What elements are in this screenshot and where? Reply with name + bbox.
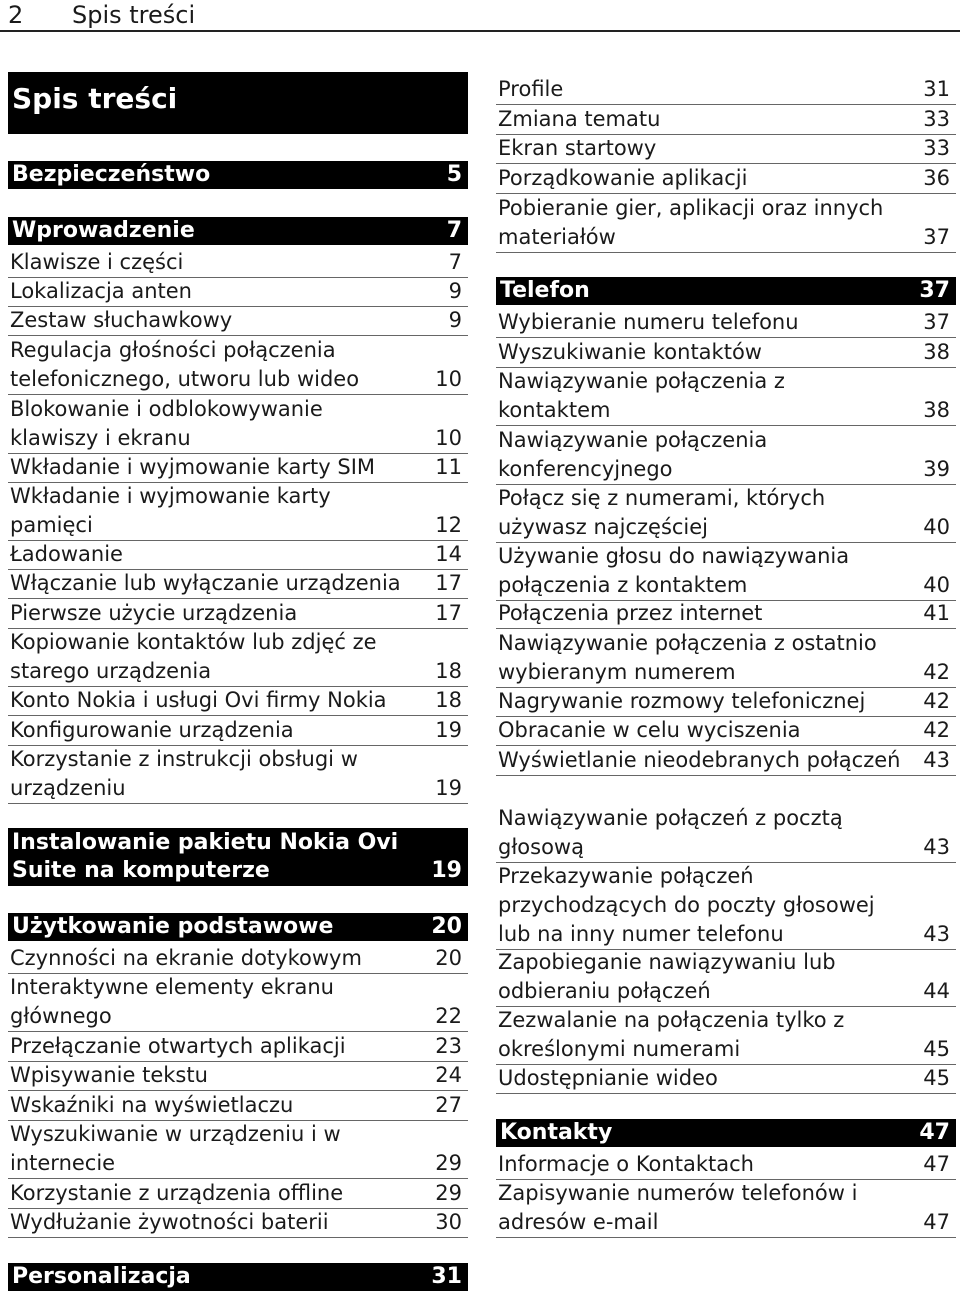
entry-page: 17 [435,571,462,595]
entry-title: Porządkowanie aplikacji [498,166,748,190]
toc-entry[interactable] [496,948,956,1007]
entry-page: 44 [923,979,950,1003]
entry-title: Czynności na ekranie dotykowym [10,946,362,970]
toc-entry[interactable] [496,194,956,253]
toc-entry[interactable] [8,1179,468,1209]
entry-title: Zmiana tematu [498,107,661,131]
entry-page: 42 [923,718,950,742]
entry-title: Ładowanie [10,542,123,566]
entry-title: Zapisywanie numerów telefonów i adresów e-mail [498,1181,858,1234]
entry-page: 18 [435,688,462,712]
toc-entry[interactable] [496,804,956,863]
entry-title: Wyświetlanie nieodebranych połączeń [498,748,901,772]
toc-entry[interactable] [496,687,956,717]
entry-title: Obracanie w celu wyciszenia [498,718,801,742]
toc-entry[interactable] [496,1064,956,1094]
entry-title: Wydłużanie żywotności baterii [10,1210,329,1234]
entry-page: 37 [923,225,950,249]
entry-page: 20 [435,946,462,970]
entry-title: Konfigurowanie urządzenia [10,718,294,742]
entry-page: 45 [923,1037,950,1061]
toc-entry[interactable] [496,1179,956,1238]
toc-entry[interactable] [496,164,956,194]
toc-entry[interactable] [8,944,468,974]
entry-page: 42 [923,660,950,684]
entry-page: 24 [435,1063,462,1087]
toc-entry[interactable] [496,599,956,629]
entry-page: 10 [435,367,462,391]
toc-entry[interactable] [496,1150,956,1180]
toc-section-bezpieczenstwo[interactable] [8,161,468,189]
toc-section-uzytkowanie[interactable] [8,913,468,941]
entry-title: Zezwalanie na połączenia tylko z określonymi numerami [498,1008,845,1061]
toc-entry[interactable] [8,745,468,804]
section-title: Personalizacja [12,1264,191,1289]
entry-page: 9 [448,308,462,332]
toc-entry[interactable] [496,629,956,688]
toc-entry[interactable] [8,973,468,1032]
section-page: 19 [431,858,462,883]
entry-page: 40 [923,515,950,539]
toc-entry[interactable] [496,367,956,426]
entry-page: 12 [435,513,462,537]
section-title: Instalowanie pakietu Nokia Ovi Suite na komputerze [12,830,399,883]
entry-title: Zestaw słuchawkowy [10,308,233,332]
toc-entry[interactable] [496,542,956,601]
entry-page: 27 [435,1093,462,1117]
entry-title: Lokalizacja anten [10,279,192,303]
entry-title: Korzystanie z instrukcji obsługi w urządzeniu [10,747,358,800]
entry-title: Włączanie lub wyłączanie urządzenia [10,571,401,595]
toc-entry[interactable] [496,134,956,164]
entry-title: Nawiązywanie połączenia z kontaktem [498,369,785,422]
entry-title: Konto Nokia i usługi Ovi firmy Nokia [10,688,387,712]
entry-title: Pobieranie gier, aplikacji oraz innych materiałów [498,196,884,249]
section-title: Bezpieczeństwo [12,162,211,187]
toc-entry[interactable] [8,277,468,307]
entry-page: 10 [435,426,462,450]
toc-entry[interactable] [496,338,956,368]
entry-page: 11 [435,455,462,479]
section-title: Telefon [500,278,590,303]
toc-entry[interactable] [8,716,468,746]
entry-page: 43 [923,922,950,946]
toc-section-wprowadzenie[interactable] [8,217,468,245]
toc-entry[interactable] [8,395,468,454]
toc-entry[interactable] [496,426,956,485]
entry-page: 17 [435,601,462,625]
entry-page: 38 [923,340,950,364]
entry-title: Wyszukiwanie kontaktów [498,340,762,364]
entry-title: Nawiązywanie połączenia konferencyjnego [498,428,768,481]
entry-title: Wskaźniki na wyświetlaczu [10,1093,294,1117]
entry-page: 18 [435,659,462,683]
entry-page: 22 [435,1004,462,1028]
toc-entry[interactable] [8,599,468,629]
entry-title: Połącz się z numerami, których używasz najczęściej [498,486,826,539]
entry-page: 43 [923,748,950,772]
toc-entry[interactable] [496,308,956,338]
entry-title: Zapobieganie nawiązywaniu lub odbieraniu połączeń [498,950,836,1003]
toc-entry[interactable] [8,248,468,278]
section-page: 5 [446,162,462,187]
toc-entry[interactable] [496,862,956,950]
toc-section-instalowanie[interactable] [8,828,468,886]
toc-entry[interactable] [496,1006,956,1065]
entry-title: Wkładanie i wyjmowanie karty SIM [10,455,376,479]
entry-page: 30 [435,1210,462,1234]
toc-entry[interactable] [8,569,468,599]
toc-entry[interactable] [8,628,468,687]
entry-title: Profile [498,77,564,101]
toc-entry[interactable] [496,105,956,135]
section-title: Kontakty [500,1120,613,1145]
entry-page: 45 [923,1066,950,1090]
entry-page: 29 [435,1151,462,1175]
toc-entry[interactable] [8,1032,468,1062]
entry-title: Nagrywanie rozmowy telefonicznej [498,689,866,713]
toc-entry[interactable] [496,75,956,105]
entry-page: 39 [923,457,950,481]
entry-title: Nawiązywanie połączeń z pocztą głosową [498,806,843,859]
toc-entry[interactable] [496,716,956,746]
toc-title: Spis treści [8,72,468,134]
section-title: Użytkowanie podstawowe [12,914,334,939]
entry-title: Informacje o Kontaktach [498,1152,754,1176]
section-page: 37 [919,278,950,303]
entry-title: Używanie głosu do nawiązywania połączenia z kontaktem [498,544,850,597]
running-head-title: Spis treści [72,1,196,29]
entry-title: Korzystanie z urządzenia offline [10,1181,344,1205]
toc-entry[interactable] [8,686,468,716]
toc-section-personalizacja[interactable] [8,1263,468,1291]
entry-title: Ekran startowy [498,136,657,160]
toc-entry[interactable] [8,540,468,570]
toc-entry[interactable] [496,484,956,543]
section-page: 7 [446,218,462,243]
entry-page: 14 [435,542,462,566]
toc-section-kontakty[interactable] [496,1119,956,1147]
entry-page: 29 [435,1181,462,1205]
entry-page: 9 [448,279,462,303]
entry-page: 47 [923,1152,950,1176]
entry-page: 31 [923,77,950,101]
entry-title: Interaktywne elementy ekranu głównego [10,975,334,1028]
entry-title: Udostępnianie wideo [498,1066,718,1090]
entry-title: Wybieranie numeru telefonu [498,310,799,334]
section-page: 20 [431,914,462,939]
section-title: Wprowadzenie [12,218,195,243]
toc-entry[interactable] [496,746,956,776]
toc-section-telefon[interactable] [496,277,956,305]
entry-title: Wkładanie i wyjmowanie karty pamięci [10,484,331,537]
toc-entry[interactable] [8,1061,468,1091]
entry-title: Regulacja głośności połączenia telefonicznego, utworu lub wideo [10,338,360,391]
entry-page: 23 [435,1034,462,1058]
toc-entry[interactable] [8,482,468,541]
entry-title: Wpisywanie tekstu [10,1063,208,1087]
toc-entry[interactable] [8,306,468,336]
toc-entry[interactable] [8,336,468,395]
entry-page: 41 [923,601,950,625]
toc-entry[interactable] [8,1120,468,1179]
entry-page: 42 [923,689,950,713]
entry-page: 43 [923,835,950,859]
entry-page: 19 [435,718,462,742]
entry-page: 47 [923,1210,950,1234]
entry-title: Połączenia przez internet [498,601,763,625]
section-page: 31 [431,1264,462,1289]
running-head [0,0,960,32]
entry-page: 19 [435,776,462,800]
entry-page: 36 [923,166,950,190]
entry-page: 7 [448,250,462,274]
entry-title: Blokowanie i odblokowywanie klawiszy i ekranu [10,397,323,450]
toc-entry[interactable] [8,1091,468,1121]
entry-page: 37 [923,310,950,334]
entry-title: Przełączanie otwartych aplikacji [10,1034,346,1058]
toc-entry[interactable] [8,1208,468,1238]
page-number: 2 [8,1,24,29]
entry-page: 40 [923,573,950,597]
section-page: 47 [919,1120,950,1145]
toc-entry[interactable] [8,453,468,483]
entry-title: Pierwsze użycie urządzenia [10,601,298,625]
entry-title: Nawiązywanie połączenia z ostatnio wybieranym numerem [498,631,877,684]
entry-title: Wyszukiwanie w urządzeniu i w internecie [10,1122,341,1175]
entry-title: Przekazywanie połączeń przychodzących do poczty głosowej lub na inny numer telefonu [498,864,875,946]
entry-page: 33 [923,107,950,131]
entry-title: Klawisze i części [10,250,184,274]
entry-page: 38 [923,398,950,422]
entry-page: 33 [923,136,950,160]
entry-title: Kopiowanie kontaktów lub zdjęć ze starego urządzenia [10,630,377,683]
